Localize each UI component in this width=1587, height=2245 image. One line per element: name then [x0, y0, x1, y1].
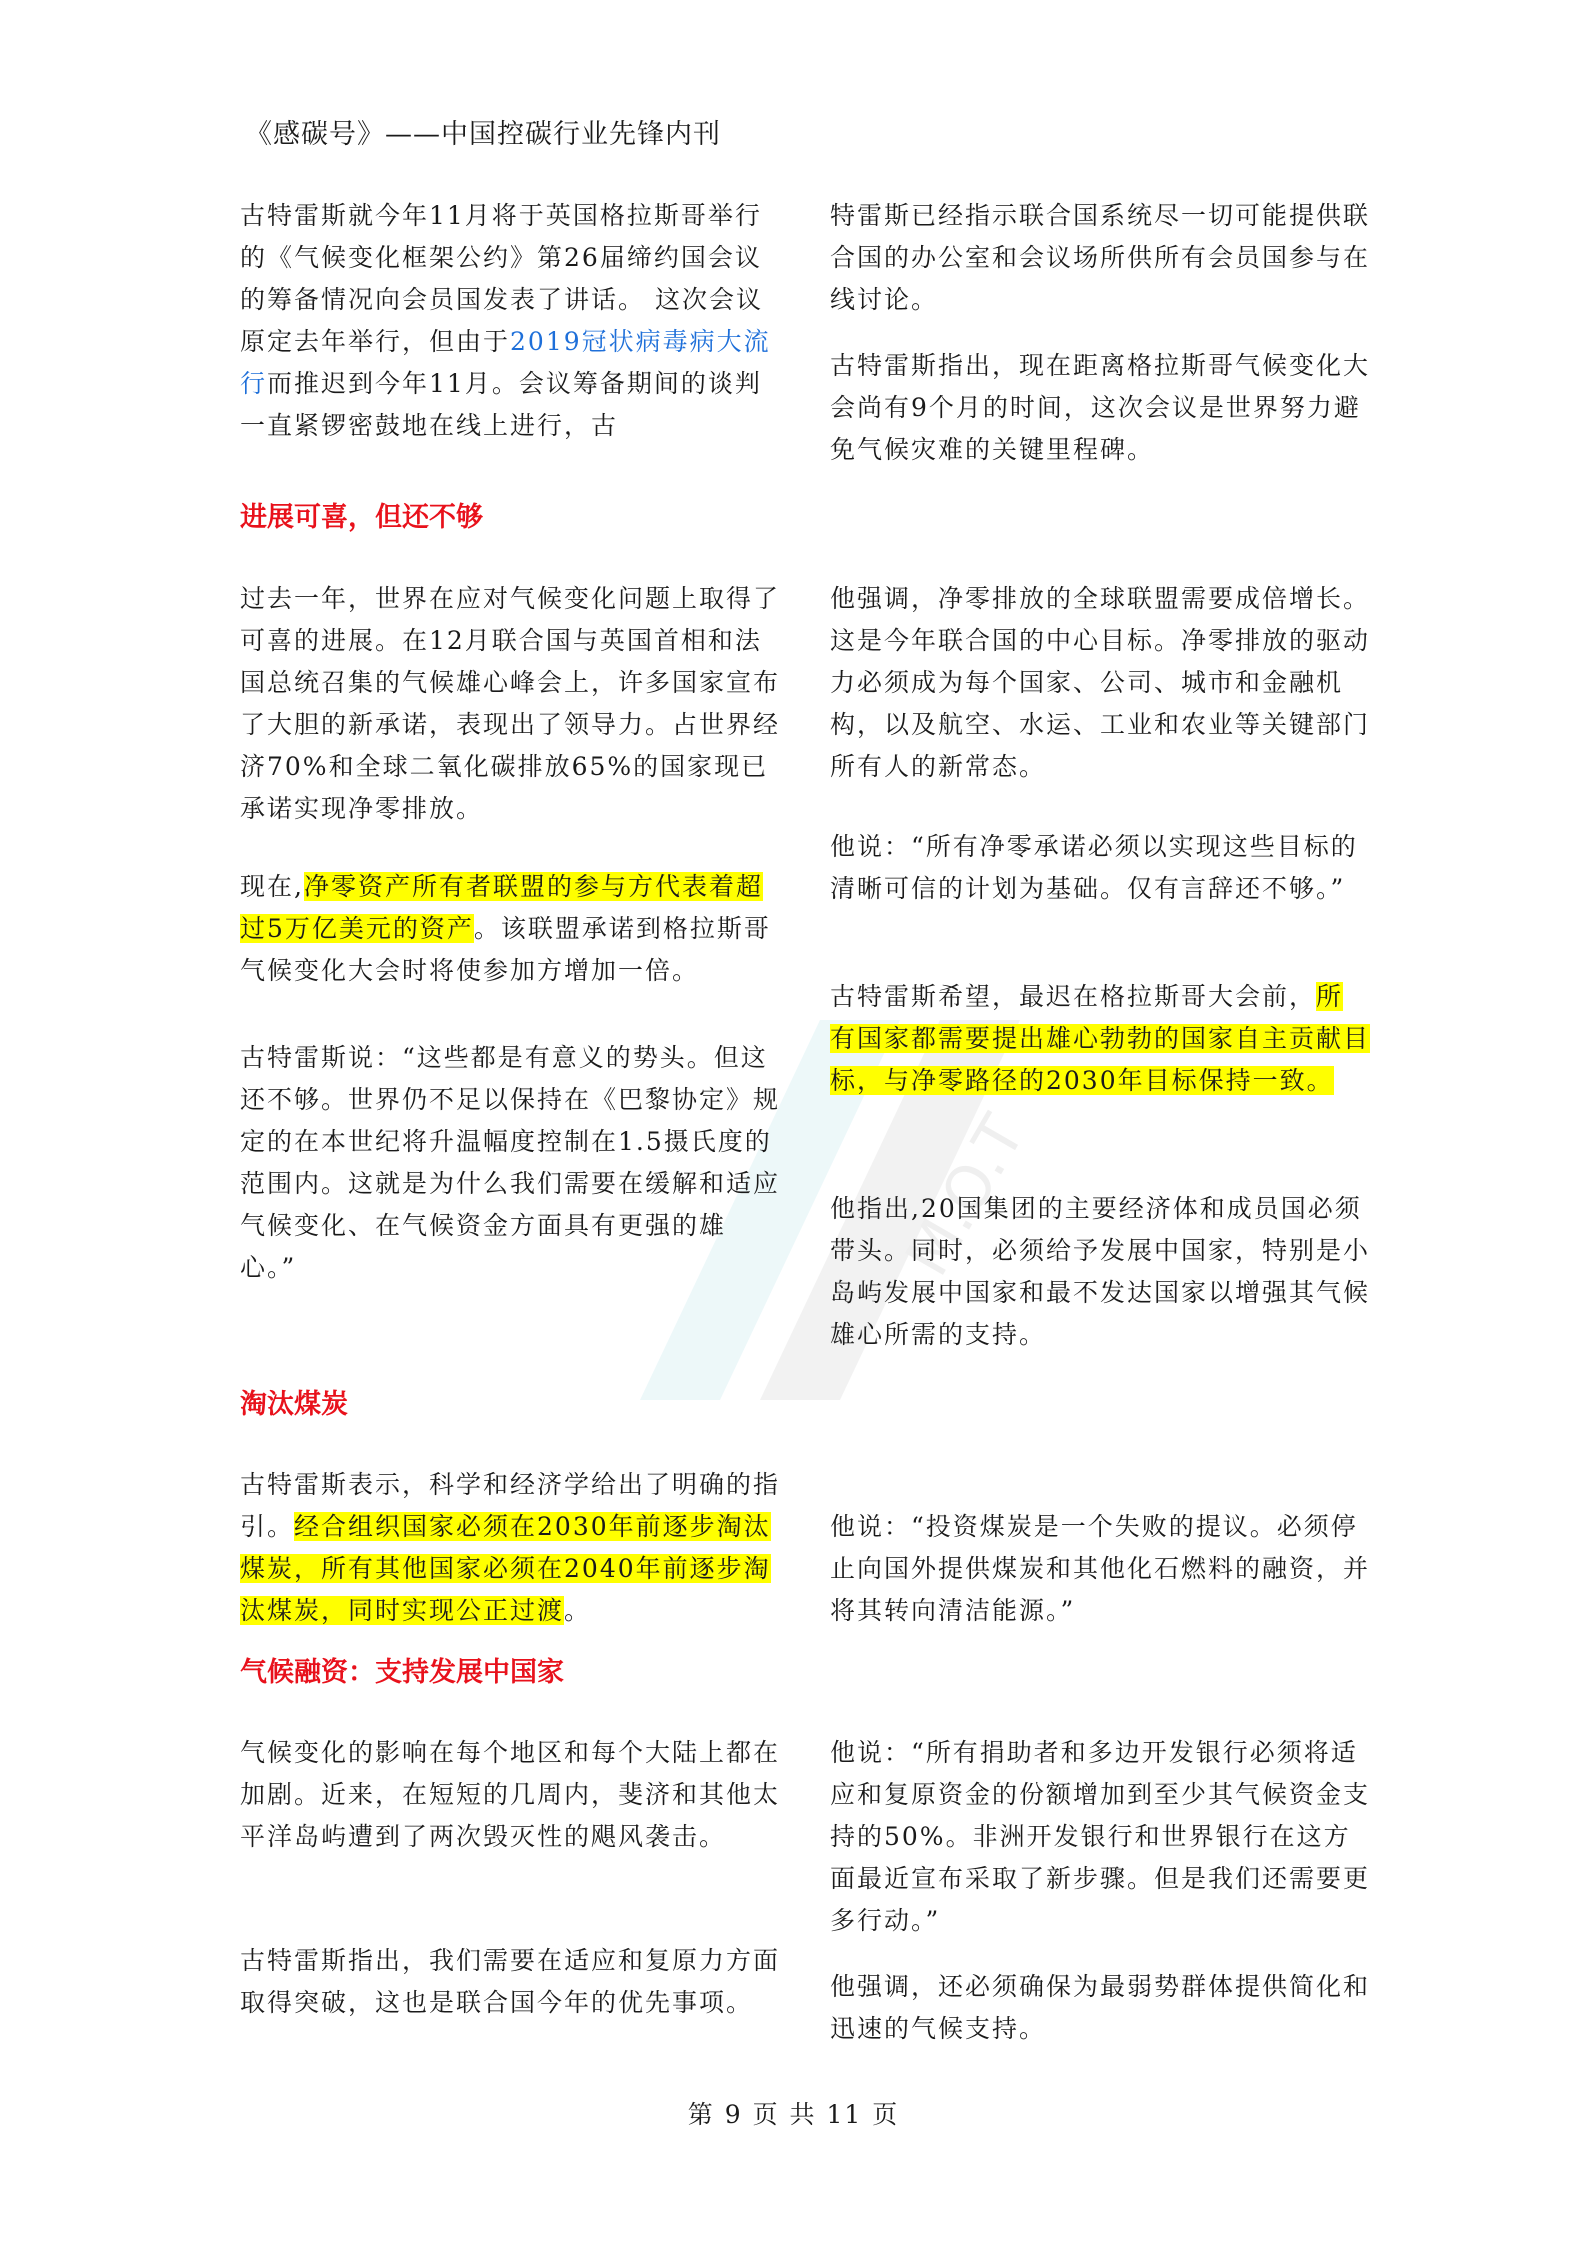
left-paragraph-7: 古特雷斯指出，我们需要在适应和复原力方面取得突破，这也是联合国今年的优先事项。 — [240, 1946, 781, 2017]
right-paragraph-7: 他说：“投资煤炭是一个失败的提议。必须停止向国外提供煤炭和其他化石燃料的融资，并将其转向清洁能源。” — [830, 1512, 1371, 1625]
right-paragraph-5: 古特雷斯希望，最迟在格拉斯哥大会前，所有国家都需要提出雄心勃勃的国家自主贡献目标，与净零路径的2030年目标保持一致。 — [830, 982, 1371, 1095]
left-paragraph-5: 古特雷斯表示，科学和经济学给出了明确的指引。经合组织国家必须在2030年前逐步淘汰煤炭，所有其他国家必须在2040年前逐步淘汰煤炭，同时实现公正过渡。 — [240, 1470, 781, 1625]
section-heading-finance: 气候融资：支持发展中国家 — [240, 1657, 564, 1688]
left-paragraph-6: 气候变化的影响在每个地区和每个大陆上都在加剧。近来，在短短的几周内，斐济和其他太平洋岛屿遭到了两次毁灭性的飓风袭击。 — [240, 1738, 781, 1851]
highlight-text: 净零资产所有者联盟的参与方代表着超过5万亿美元的资产 — [240, 872, 763, 943]
left-paragraph-4: 古特雷斯说：“这些都是有意义的势头。但这还不够。世界仍不足以保持在《巴黎协定》规定的在本世纪将升温幅度控制在1.5摄氏度的范围内。这就是为什么我们需要在缓解和适应气候变化、在气候资金方面具有更强的雄心。” — [240, 1043, 781, 1282]
left-paragraph-2: 过去一年，世界在应对气候变化问题上取得了可喜的进展。在12月联合国与英国首相和法国总统召集的气候雄心峰会上，许多国家宣布了大胆的新承诺，表现出了领导力。占世界经济70%和全球二氧化碳排放65%的国家现已承诺实现净零排放。 — [240, 584, 781, 823]
covid-link[interactable]: 2019冠状病毒病大流行 — [240, 327, 771, 398]
section-heading-progress: 进展可喜，但还不够 — [240, 502, 483, 533]
highlight-text: 经合组织国家必须在2030年前逐步淘汰煤炭，所有其他国家必须在2040年前逐步淘汰煤炭，同时实现公正过渡 — [240, 1512, 771, 1625]
right-paragraph-9: 他强调，还必须确保为最弱势群体提供简化和迅速的气候支持。 — [830, 1972, 1371, 2043]
highlight-text: 所有国家都需要提出雄心勃勃的国家自主贡献目标，与净零路径的2030年目标保持一致。 — [830, 982, 1371, 1095]
left-paragraph-3: 现在,净零资产所有者联盟的参与方代表着超过5万亿美元的资产。该联盟承诺到格拉斯哥气候变化大会时将使参加方增加一倍。 — [240, 872, 771, 985]
page-footer: 第 9 页 共 11 页 — [687, 2100, 900, 2129]
left-paragraph-1: 古特雷斯就今年11月将于英国格拉斯哥举行的《气候变化框架公约》第26届缔约国会议的筹备情况向会员国发表了讲话。 这次会议原定去年举行，但由于2019冠状病毒病大流行而推迟到今年11月。会议筹备期间的谈判一直紧锣密鼓地在线上进行，古 — [240, 201, 771, 440]
right-paragraph-2: 古特雷斯指出，现在距离格拉斯哥气候变化大会尚有9个月的时间，这次会议是世界努力避免气候灾难的关键里程碑。 — [830, 351, 1371, 464]
right-paragraph-8: 他说：“所有捐助者和多边开发银行必须将适应和复原资金的份额增加到至少其气候资金支持的50%。非洲开发银行和世界银行在这方面最近宣布采取了新步骤。但是我们还需要更多行动。” — [830, 1738, 1371, 1935]
right-paragraph-4: 他说：“所有净零承诺必须以实现这些目标的清晰可信的计划为基础。仅有言辞还不够。” — [830, 832, 1358, 903]
right-paragraph-1: 特雷斯已经指示联合国系统尽一切可能提供联合国的办公室和会议场所供所有会员国参与在线讨论。 — [830, 201, 1371, 314]
section-heading-coal: 淘汰煤炭 — [240, 1389, 348, 1420]
right-paragraph-6: 他指出,20国集团的主要经济体和成员国必须带头。同时，必须给予发展中国家，特别是小岛屿发展中国家和最不发达国家以增强其气候雄心所需的支持。 — [830, 1194, 1371, 1349]
right-paragraph-3: 他强调，净零排放的全球联盟需要成倍增长。这是今年联合国的中心目标。净零排放的驱动力必须成为每个国家、公司、城市和金融机构，以及航空、水运、工业和农业等关键部门所有人的新常态。 — [830, 584, 1371, 781]
watermark-text: M.O.T — [892, 1104, 1039, 1288]
page-header: 《感碳号》——中国控碳行业先锋内刊 — [245, 119, 721, 150]
